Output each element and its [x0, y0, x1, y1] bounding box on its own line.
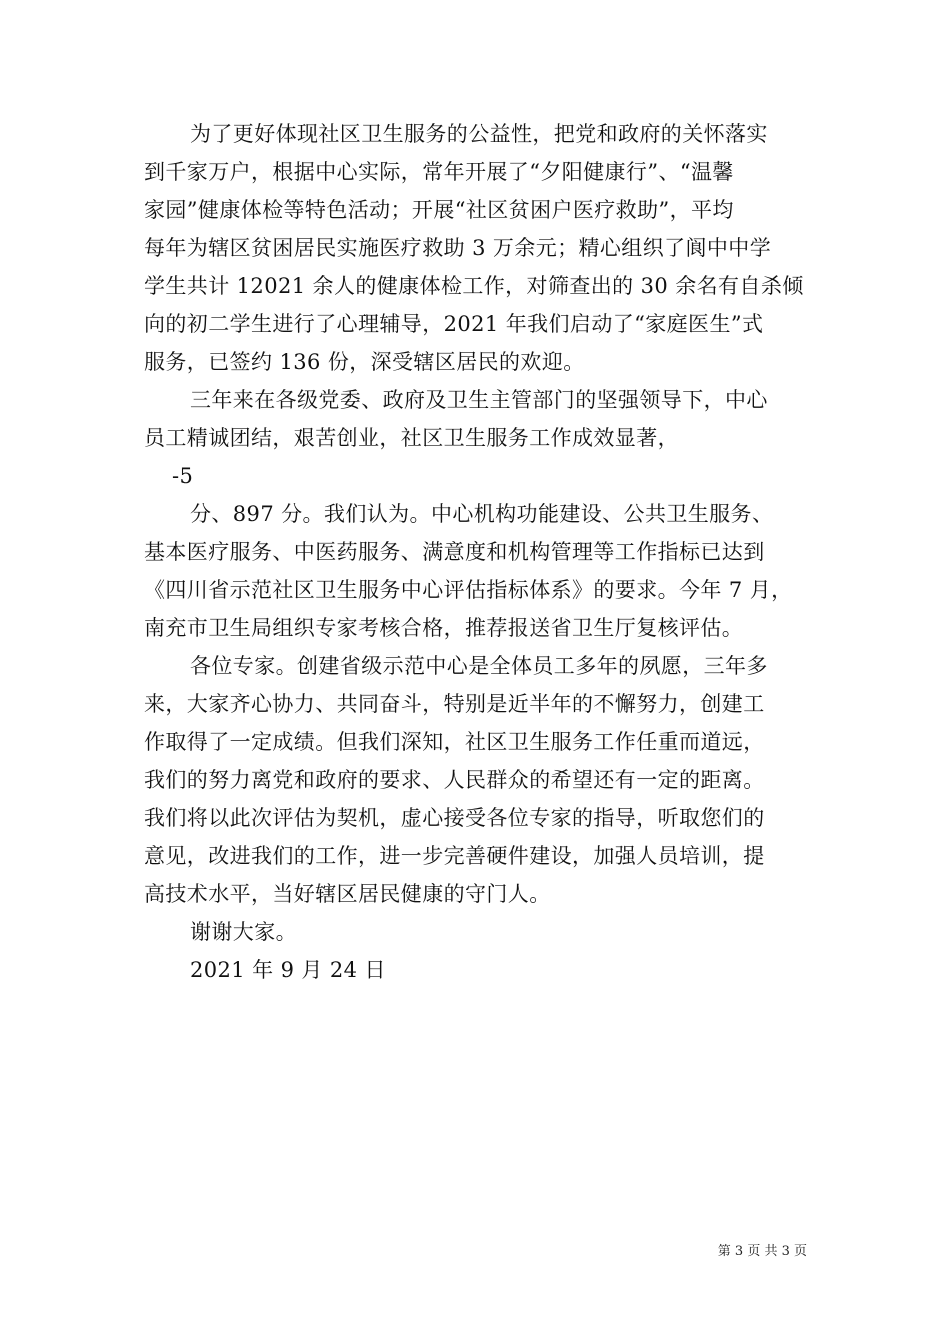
paragraph-line: 我们将以此次评估为契机，虚心接受各位专家的指导，听取您们的 — [144, 806, 765, 830]
paragraph-line: 来，大家齐心协力、共同奋斗，特别是近半年的不懈努力，创建工 — [144, 692, 765, 716]
paragraph-line: 我们的努力离党和政府的要求、人民群众的希望还有一定的距离。 — [144, 768, 765, 792]
paragraph-line: 服务，已签约 136 份，深受辖区居民的欢迎。 — [144, 350, 585, 374]
paragraph-line: 意见，改进我们的工作，进一步完善硬件建设，加强人员培训，提 — [144, 844, 765, 868]
paragraph-line: 到千家万户，根据中心实际，常年开展了“夕阳健康行”、“温馨 — [144, 160, 734, 184]
paragraph-line: 基本医疗服务、中医药服务、满意度和机构管理等工作指标已达到 — [144, 540, 765, 564]
closing-line: 谢谢大家。 — [190, 920, 297, 944]
paragraph-line: 学生共计 12021 余人的健康体检工作，对筛查出的 30 余名有自杀倾 — [144, 274, 804, 298]
page-marker: -5 — [172, 464, 194, 488]
paragraph-line: 三年来在各级党委、政府及卫生主管部门的坚强领导下，中心 — [190, 388, 768, 412]
paragraph-line: 高技术水平，当好辖区居民健康的守门人。 — [144, 882, 551, 906]
paragraph-line: 分、897 分。我们认为。中心机构功能建设、公共卫生服务、 — [190, 502, 774, 526]
date-line: 2021 年 9 月 24 日 — [190, 958, 386, 982]
paragraph-line: 为了更好体现社区卫生服务的公益性，把党和政府的关怀落实 — [190, 122, 768, 146]
paragraph-line: 各位专家。创建省级示范中心是全体员工多年的夙愿，三年多 — [190, 654, 768, 678]
page-footer: 第 3 页 共 3 页 — [717, 1244, 807, 1259]
paragraph-line: 南充市卫生局组织专家考核合格，推荐报送省卫生厅复核评估。 — [144, 616, 744, 640]
paragraph-line: 向的初二学生进行了心理辅导，2021 年我们启动了“家庭医生”式 — [144, 312, 764, 336]
paragraph-line: 家园”健康体检等特色活动；开展“社区贫困户医疗救助”，平均 — [144, 198, 734, 222]
paragraph-line: 员工精诚团结，艰苦创业，社区卫生服务工作成效显著， — [144, 426, 679, 450]
paragraph-line: 每年为辖区贫困居民实施医疗救助 3 万余元；精心组织了阆中中学 — [144, 236, 772, 260]
paragraph-line: 《四川省示范社区卫生服务中心评估指标体系》的要求。今年 7 月， — [144, 578, 793, 602]
paragraph-line: 作取得了一定成绩。但我们深知，社区卫生服务工作任重而道远， — [144, 730, 765, 754]
